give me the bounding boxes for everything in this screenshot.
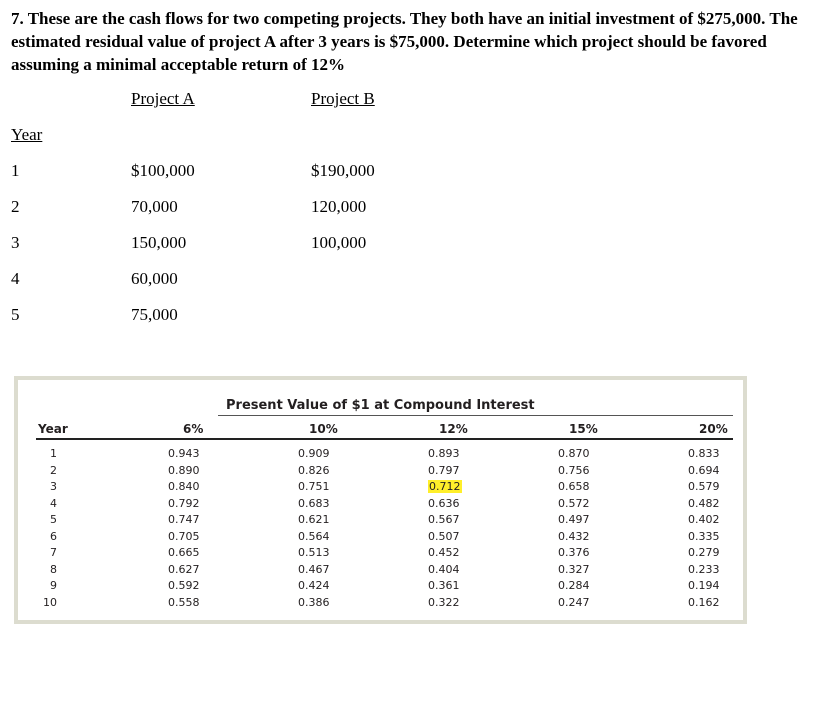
pv-cell: 0.247 <box>558 595 590 609</box>
pv-cell: 0.792 <box>168 496 200 510</box>
cash-flow-project-a: $100,000 <box>131 161 195 180</box>
pv-cell: 0.572 <box>558 496 590 510</box>
pv-col-6 <box>168 446 200 611</box>
title-rule <box>218 415 733 416</box>
pv-cell: 1 <box>50 447 57 460</box>
pv-header-year: Year <box>38 422 68 436</box>
cash-flow-project-b: $190,000 <box>311 161 375 180</box>
pv-cell: 0.579 <box>688 480 720 493</box>
pv-cell: 0.747 <box>168 513 200 526</box>
highlighted-value: 0.712 <box>429 480 461 493</box>
cash-flow-project-a: 70,000 <box>131 197 178 216</box>
pv-cell: 0.279 <box>688 546 720 559</box>
cash-flow-project-a: 60,000 <box>131 269 178 288</box>
pv-cell: 0.705 <box>168 529 200 543</box>
pv-cell: 0.327 <box>558 562 590 576</box>
pv-cell: 0.833 <box>688 447 720 460</box>
pv-cell: 0.909 <box>298 447 330 460</box>
pv-cell: 0.162 <box>688 595 720 609</box>
pv-cell: 0.665 <box>168 546 200 559</box>
pv-cell: 0.335 <box>688 529 720 543</box>
pv-cell <box>428 479 462 496</box>
pv-cell: 0.402 <box>688 513 720 526</box>
pv-cell: 0.840 <box>168 480 200 493</box>
cash-flow-year: 2 <box>11 197 20 216</box>
pv-cell: 0.621 <box>298 513 330 526</box>
pv-table-title: Present Value of $1 at Compound Interest <box>226 398 535 413</box>
pv-cell: 3 <box>50 480 57 493</box>
pv-cell: 0.592 <box>168 579 200 592</box>
pv-cell: 0.507 <box>428 529 460 543</box>
pv-cell: 0.233 <box>688 562 720 576</box>
pv-cell: 0.284 <box>558 579 590 592</box>
pv-header-20: 20% <box>699 422 728 436</box>
pv-cell: 5 <box>50 513 57 526</box>
pv-header-10: 10% <box>309 422 338 436</box>
pv-cell: 0.890 <box>168 463 200 477</box>
cash-flow-project-a: 150,000 <box>131 233 187 252</box>
header-rule <box>36 438 733 440</box>
pv-cell: 8 <box>50 562 57 576</box>
pv-cell: 0.424 <box>298 579 330 592</box>
pv-cell: 0.658 <box>558 480 590 493</box>
pv-cell: 0.467 <box>298 562 330 576</box>
pv-cell: 0.751 <box>298 480 330 493</box>
pv-header-12: 12% <box>439 422 468 436</box>
pv-cell: 0.636 <box>428 496 460 510</box>
pv-cell: 0.694 <box>688 463 720 477</box>
pv-cell: 0.432 <box>558 529 590 543</box>
pv-cell: 0.513 <box>298 546 330 559</box>
pv-cell: 0.322 <box>428 595 460 609</box>
pv-col-10 <box>298 446 330 611</box>
year-header: Year <box>11 125 43 144</box>
pv-col-20 <box>688 446 720 611</box>
cash-flow-year: 3 <box>11 233 20 252</box>
pv-cell: 0.386 <box>298 595 330 609</box>
pv-cell: 0.826 <box>298 463 330 477</box>
pv-cell: 0.564 <box>298 529 330 543</box>
pv-table <box>18 380 743 620</box>
pv-cell: 0.558 <box>168 595 200 609</box>
pv-cell: 0.943 <box>168 447 200 460</box>
pv-header-15: 15% <box>569 422 598 436</box>
project-b-header: Project B <box>311 89 375 108</box>
pv-cell: 0.452 <box>428 546 460 559</box>
project-a-header: Project A <box>131 89 195 108</box>
pv-cell: 0.797 <box>428 463 460 477</box>
pv-col-15 <box>558 446 590 611</box>
pv-cell: 0.567 <box>428 513 460 526</box>
pv-cell: 0.627 <box>168 562 200 576</box>
cash-flow-year: 5 <box>11 305 20 324</box>
pv-cell: 10 <box>43 595 57 609</box>
cash-flow-project-b: 100,000 <box>311 233 367 252</box>
pv-cell: 9 <box>50 579 57 592</box>
pv-cell: 0.756 <box>558 463 590 477</box>
pv-year-column <box>43 446 57 611</box>
pv-cell: 0.870 <box>558 447 590 460</box>
pv-cell: 0.482 <box>688 496 720 510</box>
pv-cell: 0.376 <box>558 546 590 559</box>
pv-cell: 7 <box>50 546 57 559</box>
pv-cell: 0.361 <box>428 579 460 592</box>
cash-flow-year: 4 <box>11 269 20 288</box>
pv-cell: 0.194 <box>688 579 720 592</box>
cash-flow-year: 1 <box>11 161 20 180</box>
question-text: 7. These are the cash flows for two competing projects. They both have an initial investment of $275,000. The estimated residual value of project A after 3 years is $75,000. Determine which project should be favored assuming a minimal acceptable return of 12% <box>11 9 798 74</box>
cash-flow-project-b: 120,000 <box>311 197 367 216</box>
pv-table-image <box>14 376 747 624</box>
pv-cell: 0.497 <box>558 513 590 526</box>
cash-flow-project-a: 75,000 <box>131 305 178 324</box>
pv-cell: 0.404 <box>428 562 460 576</box>
pv-header-6: 6% <box>183 422 204 436</box>
pv-col-12 <box>428 446 462 611</box>
pv-cell: 4 <box>50 496 57 510</box>
pv-cell: 6 <box>50 529 57 543</box>
pv-cell: 0.893 <box>428 447 460 460</box>
pv-cell: 0.683 <box>298 496 330 510</box>
pv-cell: 2 <box>50 463 57 477</box>
